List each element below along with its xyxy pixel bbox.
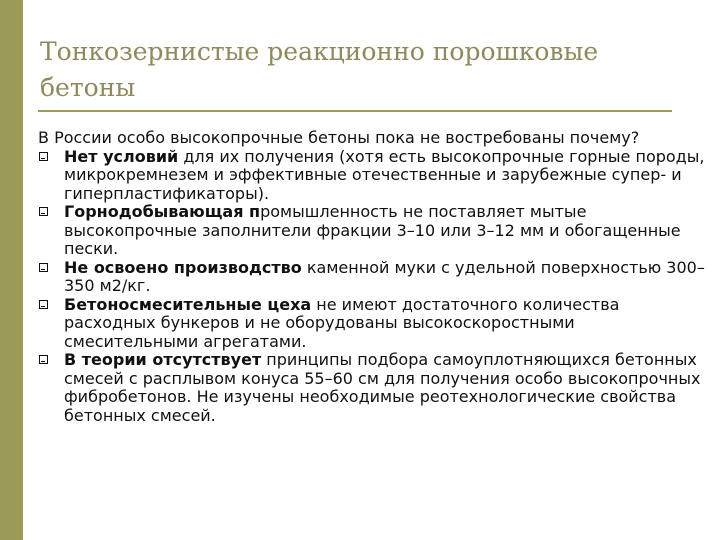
bullet-bold-text: Не освоено производство (64, 257, 302, 277)
list-item (38, 296, 708, 352)
list-item (38, 148, 708, 204)
bullet-bold-text: В теории отсутствует (64, 350, 262, 369)
decorative-side-bar (0, 0, 23, 540)
bullet-text: не имеют достаточного количества расходных бункеров и не оборудованы высокоскоростными смесительными агрегатами. (64, 294, 620, 351)
intro-text: В России особо высокопрочные бетоны пока не востребованы почему? (38, 128, 640, 147)
bullet-text: для их получения (хотя есть высокопрочные горные породы, микрокремнезем и эффективные отечественные и зарубежные супер- и гиперпластификаторы). (64, 146, 705, 203)
square-bullet-icon (39, 152, 48, 161)
bullet-bold-text: Бетоносмесительные цеха (64, 294, 312, 314)
square-bullet-icon (39, 300, 48, 309)
list-item (38, 259, 708, 296)
list-item (38, 351, 708, 425)
bullet-list (38, 148, 708, 426)
square-bullet-icon (39, 263, 48, 272)
slide-body (38, 129, 708, 425)
list-item (38, 203, 708, 259)
title-divider (38, 110, 672, 112)
bullet-bold-text: Нет условий (64, 146, 179, 166)
square-bullet-icon (39, 355, 48, 364)
bullet-text: принципы подбора самоуплотняющихся бетонных смесей с расплывом конуса 55–60 см для получения особо высокопрочных фибробетонов. Не изучены необходимые реотехнологические свойства бетонных смесей. (64, 350, 701, 425)
bullet-bold-text: Горнодобывающая п (64, 202, 261, 221)
square-bullet-icon (39, 207, 48, 216)
bullet-text: ромышленность не поставляет мытые высокопрочные заполнители фракции 3–10 или 3–12 мм и обогащенные пески. (64, 202, 681, 258)
bullet-text: каменной муки с удельной поверхностью 300–350 м2/кг. (64, 257, 705, 295)
slide-title: Тонкозернистые реакционно порошковые бетоны (40, 37, 599, 102)
